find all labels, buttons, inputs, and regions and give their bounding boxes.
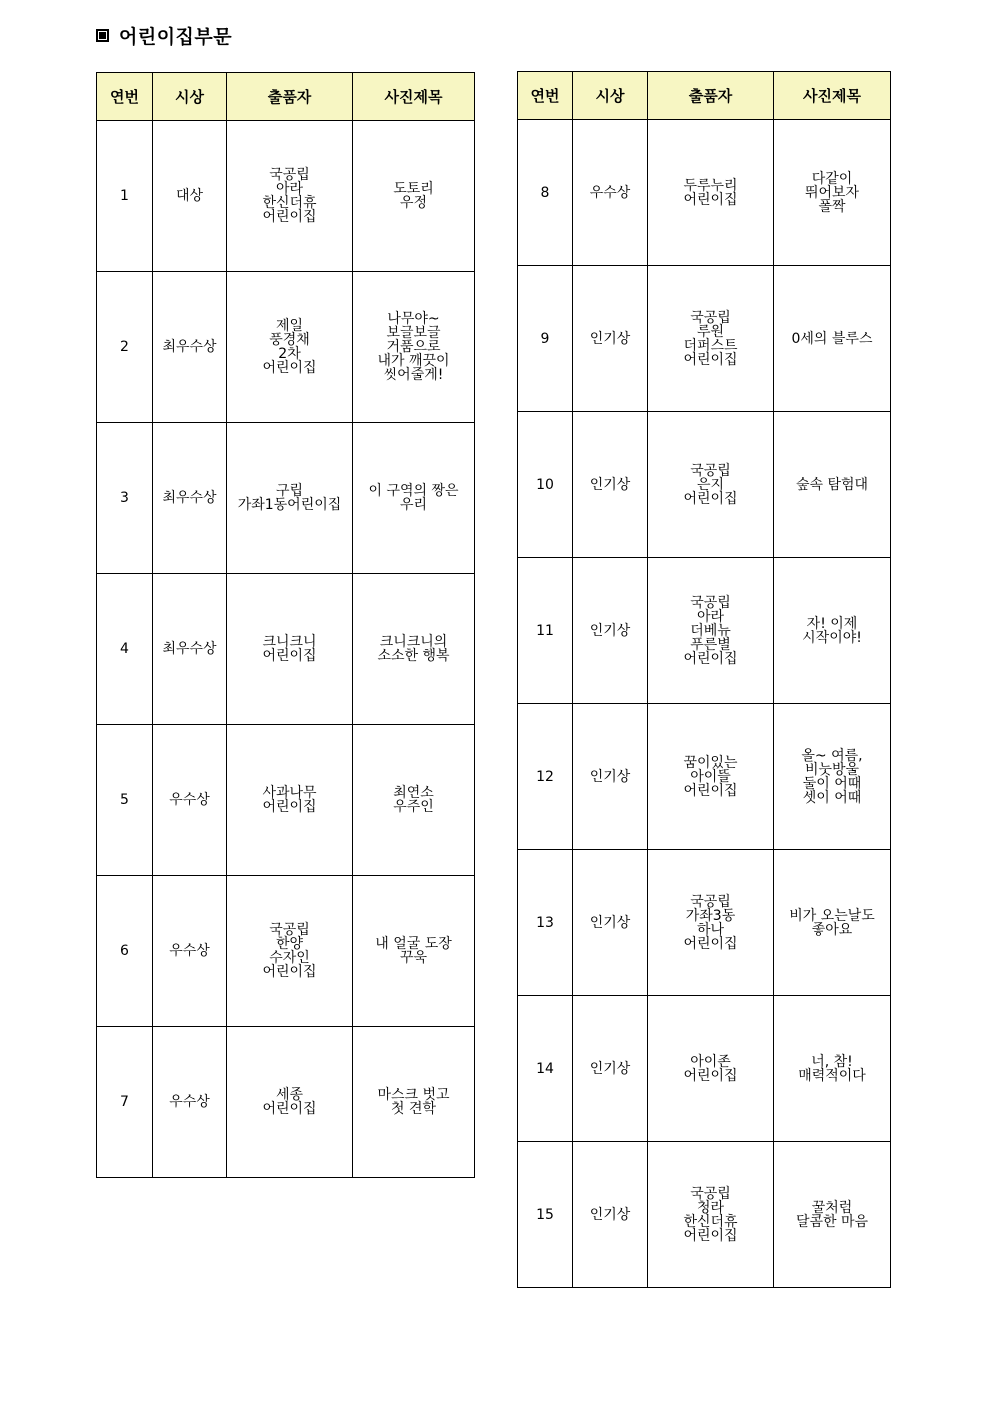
cell-entrant: 두루누리 어린이집 [648,120,774,266]
cell-entrant: 꿈이있는 아이뜰 어린이집 [648,704,774,850]
col-header-photo-title: 사진제목 [353,73,475,121]
cell-photo-title: 올~ 여름, 비눗방울 둘이 어때 셋이 어때 [774,704,891,850]
cell-entrant: 사과나무 어린이집 [227,725,353,876]
table-row [518,120,891,266]
cell-photo-title: 0세의 블루스 [774,266,891,412]
filled-square-icon [96,29,109,42]
cell-photo-title: 최연소 우주인 [353,725,475,876]
cell-number: 14 [518,996,573,1142]
section-title: 어린이집부문 [119,25,233,48]
cell-number: 4 [97,574,153,725]
cell-entrant: 국공립 가좌3동 하나 어린이집 [648,850,774,996]
table-row [518,996,891,1142]
cell-award: 인기상 [573,412,648,558]
cell-award: 인기상 [573,704,648,850]
cell-award: 인기상 [573,996,648,1142]
cell-number: 2 [97,272,153,423]
table-row [518,558,891,704]
awards-table-right [517,71,891,1288]
cell-photo-title: 자! 이제 시작이야! [774,558,891,704]
cell-award: 최우수상 [153,574,227,725]
cell-photo-title: 내 얼굴 도장 꾸욱 [353,876,475,1027]
awards-table-left-body [97,121,475,1178]
table-row [97,121,475,272]
cell-award: 대상 [153,121,227,272]
cell-award: 인기상 [573,1142,648,1288]
cell-number: 15 [518,1142,573,1288]
table-row [97,725,475,876]
section-heading [96,20,232,50]
awards-table-right-body [518,120,891,1288]
table-row [518,266,891,412]
cell-entrant: 구립 가좌1동어린이집 [227,423,353,574]
cell-award: 최우수상 [153,272,227,423]
cell-number: 5 [97,725,153,876]
cell-award: 우수상 [153,725,227,876]
table-row [518,850,891,996]
cell-photo-title: 크니크니의 소소한 행복 [353,574,475,725]
table-header-row [518,72,891,120]
cell-entrant: 국공립 아라 더베뉴 푸른별 어린이집 [648,558,774,704]
cell-award: 최우수상 [153,423,227,574]
col-header-number: 연번 [518,72,573,120]
table-row [518,412,891,558]
cell-photo-title: 다같이 뛰어보자 폴짝 [774,120,891,266]
cell-entrant: 국공립 은지 어린이집 [648,412,774,558]
col-header-photo-title: 사진제목 [774,72,891,120]
cell-photo-title: 이 구역의 짱은 우리 [353,423,475,574]
col-header-award: 시상 [573,72,648,120]
cell-award: 우수상 [153,876,227,1027]
cell-entrant: 국공립 아라 한신더휴 어린이집 [227,121,353,272]
table-header-row [97,73,475,121]
cell-number: 10 [518,412,573,558]
cell-photo-title: 비가 오는날도 좋아요 [774,850,891,996]
cell-photo-title: 마스크 벗고 첫 견학 [353,1027,475,1178]
cell-award: 우수상 [153,1027,227,1178]
cell-number: 1 [97,121,153,272]
cell-number: 3 [97,423,153,574]
cell-number: 6 [97,876,153,1027]
col-header-entrant: 출품자 [648,72,774,120]
cell-entrant: 아이존 어린이집 [648,996,774,1142]
table-row [97,272,475,423]
cell-photo-title: 너, 참! 매력적이다 [774,996,891,1142]
cell-number: 9 [518,266,573,412]
col-header-award: 시상 [153,73,227,121]
cell-photo-title: 숲속 탐험대 [774,412,891,558]
cell-award: 인기상 [573,558,648,704]
cell-photo-title: 도토리 우정 [353,121,475,272]
cell-number: 11 [518,558,573,704]
cell-entrant: 크니크니 어린이집 [227,574,353,725]
cell-number: 12 [518,704,573,850]
table-row [97,1027,475,1178]
cell-entrant: 제일 풍경채 2차 어린이집 [227,272,353,423]
cell-number: 8 [518,120,573,266]
cell-entrant: 세종 어린이집 [227,1027,353,1178]
table-row [518,704,891,850]
table-row [97,876,475,1027]
cell-entrant: 국공립 한양 수자인 어린이집 [227,876,353,1027]
table-row [518,1142,891,1288]
cell-award: 인기상 [573,850,648,996]
cell-award: 인기상 [573,266,648,412]
cell-award: 우수상 [573,120,648,266]
cell-entrant: 국공립 루원 더퍼스트 어린이집 [648,266,774,412]
col-header-entrant: 출품자 [227,73,353,121]
awards-table-left [96,72,475,1178]
cell-photo-title: 나무야~ 보글보글 거품으로 내가 깨끗이 씻어줄게! [353,272,475,423]
cell-number: 7 [97,1027,153,1178]
cell-entrant: 국공립 청라 한신더휴 어린이집 [648,1142,774,1288]
table-row [97,423,475,574]
table-row [97,574,475,725]
col-header-number: 연번 [97,73,153,121]
cell-number: 13 [518,850,573,996]
cell-photo-title: 꿀처럼 달콤한 마음 [774,1142,891,1288]
